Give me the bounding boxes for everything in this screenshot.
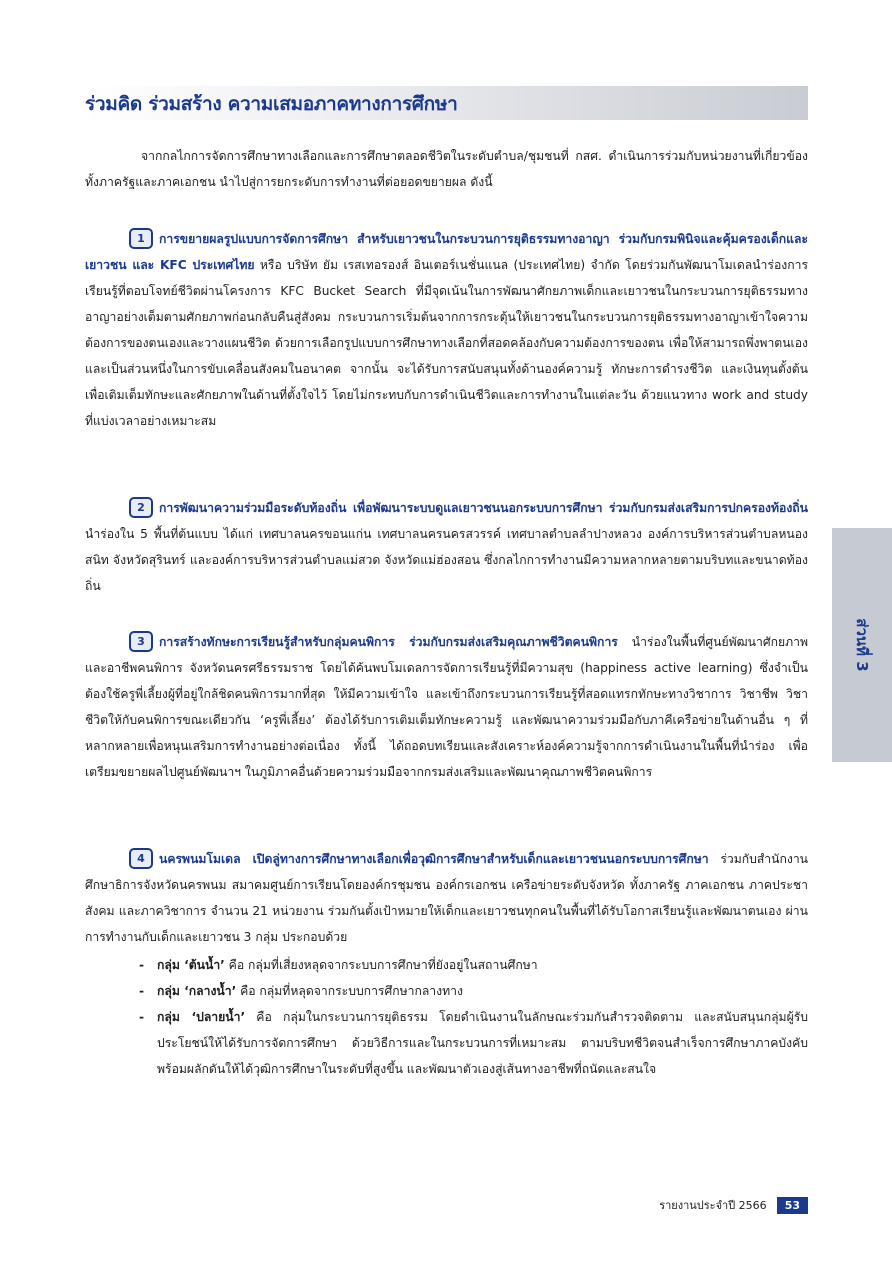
- section-2: [85, 495, 808, 599]
- list-dash: -: [139, 1010, 145, 1024]
- page-number-badge: 53: [777, 1197, 808, 1214]
- list-item: [139, 952, 808, 978]
- group-list: [85, 952, 808, 1082]
- side-section-tab: [832, 528, 892, 762]
- section-1-paragraph: [85, 226, 808, 434]
- intro-paragraph-block: [85, 143, 808, 195]
- section-body: นำร่องใน 5 พื้นที่ต้นแบบ ได้แก่ เทศบาลนครขอนแก่น เทศบาลนครนครสวรรค์ เทศบาลตำบลลำปางหลวง องค์การบริหารส่วนตำบลหนองสนิท จังหวัดสุรินทร์ และองค์การบริหารส่วนตำบลแม่สวด จังหวัดแม่ฮ่องสอน ซึ่งกลไกการทำงานมีความหลากหลายตามบริบทและขนาดท้องถิ่น: [85, 527, 808, 593]
- list-dash: -: [139, 984, 145, 998]
- section-heading: การพัฒนาความร่วมมือระดับท้องถิ่น เพื่อพัฒนาระบบดูแลเยาวชนนอกระบบการศึกษา ร่วมกับกรมส่งเสริมการปกครองท้องถิ่น: [159, 501, 808, 515]
- section-3: [85, 629, 808, 785]
- section-number-badge: 1: [129, 228, 153, 249]
- section-4: [85, 846, 808, 1082]
- section-heading: การขยายผลรูปแบบการจัดการศึกษา สำหรับเยาวชนในกระบวนการยุติธรรมทางอาญา ร่วมกับกรมพินิจและคุ้มครองเด็กและเยาวชน และ KFC ประเทศไทย: [85, 232, 808, 272]
- section-number-badge: 2: [129, 497, 153, 518]
- group-description: คือ กลุ่มที่หลุดจากระบบการศึกษากลางทาง: [236, 984, 463, 998]
- group-name: กลุ่ม ‘ปลายน้ำ’: [157, 1010, 246, 1024]
- section-header-bar: [85, 86, 808, 120]
- footer-report-label: รายงานประจำปี 2566: [659, 1199, 767, 1212]
- section-heading: การสร้างทักษะการเรียนรู้สำหรับกลุ่มคนพิการ ร่วมกับกรมส่งเสริมคุณภาพชีวิตคนพิการ: [159, 635, 618, 649]
- page-title: ร่วมคิด ร่วมสร้าง ความเสมอภาคทางการศึกษา: [85, 93, 458, 115]
- section-number-badge: 4: [129, 848, 153, 869]
- group-name: กลุ่ม ‘กลางน้ำ’: [157, 984, 237, 998]
- list-item: [139, 978, 808, 1004]
- group-description: คือ กลุ่มในกระบวนการยุติธรรม โดยดำเนินงานในลักษณะร่วมกันสำรวจติดตาม และสนับสนุนกลุ่มผู้รับประโยชน์ให้ได้รับการจัดการศึกษา ด้วยวิธีการและในกระบวนการที่เหมาะสม ตามบริบทชีวิตจนสำเร็จการศึกษาภาคบังคับ พร้อมผลักดันให้ได้วุฒิการศึกษาในระดับที่สูงขึ้น และพัฒนาตัวเองสู่เส้นทางอาชีพที่ถนัดและสนใจ: [157, 1010, 809, 1076]
- section-heading: นครพนมโมเดล เปิดลู่ทางการศึกษาทางเลือกเพื่อวุฒิการศึกษาสำหรับเด็กและเยาวชนนอกระบบการศึกษา: [159, 852, 709, 866]
- side-tab-label: ส่วนที่ 3: [853, 618, 871, 672]
- group-description: คือ กลุ่มที่เสี่ยงหลุดจากระบบการศึกษาที่ยังอยู่ในสถานศึกษา: [224, 958, 538, 972]
- list-dash: -: [139, 958, 145, 972]
- section-3-paragraph: [85, 629, 808, 785]
- section-4-paragraph: [85, 846, 808, 950]
- section-body: หรือ บริษัท ยัม เรสเทอรองส์ อินเตอร์เนชั่นแนล (ประเทศไทย) จำกัด โดยร่วมกันพัฒนาโมเดลนำร่องการเรียนรู้ที่ตอบโจทย์ชีวิตผ่านโครงการ KFC Bucket Search ที่มีจุดเน้นในการพัฒนาศักยภาพเด็กและเยาวชนในกระบวนการยุติธรรมทางอาญาอย่างเต็มตามศักยภาพก่อนกลับคืนสู่สังคม กระบวนการเริ่มต้นจากการกระตุ้นให้เยาวชนในกระบวนการยุติธรรมทางอาญาเข้าใจความต้องการของตนเองและวางแผนชีวิต ด้วยการเลือกรูปแบบการศึกษาทางเลือกที่สอดคล้องกับความต้องการของตน เพื่อให้สามารถพึ่งพาตนเองและเป็นส่วนหนึ่งในการขับเคลื่อนสังคมในอนาคต จากนั้น จะได้รับการสนับสนุนทั้งด้านองค์ความรู้ ทักษะการดำรงชีวิต และเงินทุนตั้งต้น เพื่อเติมเต็มทักษะและศักยภาพในด้านที่ตั้งใจไว้ โดยไม่กระทบกับการดำเนินชีวิตและการทำงานในแต่ละวัน ด้วยแนวทาง work and study ที่แบ่งเวลาอย่างเหมาะสม: [85, 258, 808, 428]
- section-number-badge: 3: [129, 631, 153, 652]
- section-body: ร่วมกับสำนักงานศึกษาธิการจังหวัดนครพนม สมาคมศูนย์การเรียนโดยองค์กรชุมชน องค์กรเอกชน เครือข่ายระดับจังหวัด ทั้งภาครัฐ ภาคเอกชน ภาคประชาสังคม และภาควิชาการ จำนวน 21 หน่วยงาน ร่วมกันตั้งเป้าหมายให้เด็กและเยาวชนทุกคนในพื้นที่ได้รับโอกาสเรียนรู้และพัฒนาตนเอง ผ่านการทำงานกับเด็กและเยาวชน 3 กลุ่ม ประกอบด้วย: [85, 852, 808, 944]
- section-1: [85, 226, 808, 434]
- intro-paragraph: จากกลไกการจัดการศึกษาทางเลือกและการศึกษาตลอดชีวิตในระดับตำบล/ชุมชนที่ กสศ. ดำเนินการร่วมกับหน่วยงานที่เกี่ยวข้องทั้งภาครัฐและภาคเอกชน นำไปสู่การยกระดับการทำงานที่ต่อยอดขยายผล ดังนี้: [85, 149, 808, 189]
- section-2-paragraph: [85, 495, 808, 599]
- page-footer: [659, 1197, 808, 1213]
- list-item: [139, 1004, 808, 1082]
- section-body: นำร่องในพื้นที่ศูนย์พัฒนาศักยภาพและอาชีพคนพิการ จังหวัดนครศรีธรรมราช โดยได้ค้นพบโมเดลการจัดการเรียนรู้ที่มีความสุข (happiness active learning) ซึ่งจำเป็นต้องใช้ครูพี่เลี้ยงผู้ที่อยู่ใกล้ชิดคนพิการมากที่สุด ให้มีความเข้าใจ และเข้าถึงกระบวนการเรียนรู้ที่สอดแทรกทักษะทางวิชาการ วิชาชีพ วิชาชีวิตให้กับคนพิการขณะเดียวกัน ‘ครูพี่เลี้ยง’ ต้องได้รับการเติมเต็มทักษะความรู้ และพัฒนาความร่วมมือกับภาคีเครือข่ายในด้านอื่น ๆ ที่หลากหลายเพื่อหนุนเสริมการทำงานอย่างต่อเนื่อง ทั้งนี้ ได้ถอดบทเรียนและสังเคราะห์องค์ความรู้จากการดำเนินงานในพื้นที่นำร่อง เพื่อเตรียมขยายผลไปศูนย์พัฒนาฯ ในภูมิภาคอื่นด้วยความร่วมมือจากกรมส่งเสริมและพัฒนาคุณภาพชีวิตคนพิการ: [85, 635, 809, 779]
- group-name: กลุ่ม ‘ต้นน้ำ’: [157, 958, 225, 972]
